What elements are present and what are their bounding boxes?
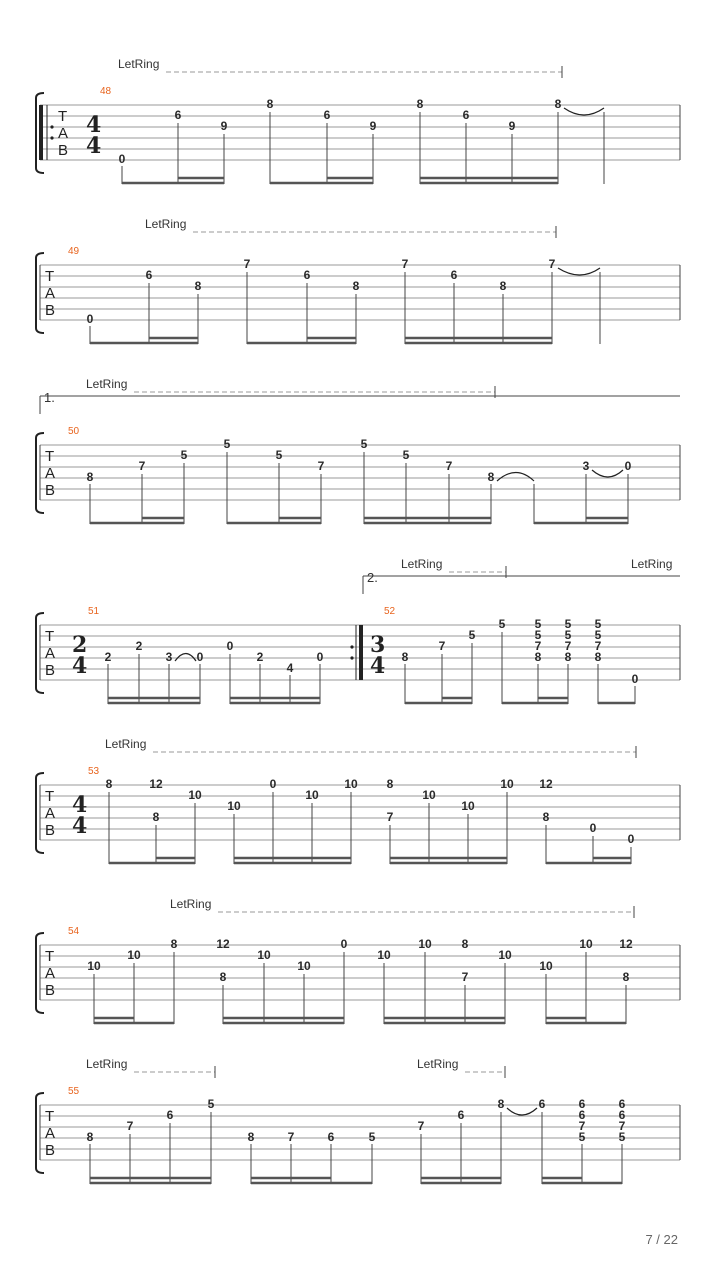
note-beams xyxy=(108,698,635,703)
fret-number: 10 xyxy=(344,777,358,791)
tab-clef-a: A xyxy=(45,805,56,822)
fret-number: 10 xyxy=(418,937,432,951)
tab-clef-t: T xyxy=(45,1108,55,1125)
tab-clef-b: B xyxy=(45,822,56,839)
volta-label-2: 2. xyxy=(367,570,378,585)
fret-number: 8 xyxy=(499,279,507,293)
tab-clef-a: A xyxy=(45,645,56,662)
measure-number: 55 xyxy=(68,1086,80,1097)
time-sig-top: 2 xyxy=(72,632,88,658)
tab-clef-b: B xyxy=(58,142,69,159)
fret-number: 7 xyxy=(243,257,251,271)
fret-number: 5 xyxy=(468,628,476,642)
tab-clef-a: A xyxy=(45,285,56,302)
chord xyxy=(579,1097,586,1144)
fret-number: 6 xyxy=(166,1108,174,1122)
chord xyxy=(619,1097,626,1144)
fret-number: 8 xyxy=(461,937,469,951)
tab-clef-t: T xyxy=(45,788,55,805)
measure-number: 51 xyxy=(88,606,100,617)
note-stems xyxy=(109,792,631,864)
fret-number: 12 xyxy=(216,937,230,951)
chord xyxy=(565,617,572,664)
fret-number: 8 xyxy=(534,650,542,664)
note-beams xyxy=(90,338,552,343)
let-ring-label: LetRing xyxy=(145,217,187,231)
tab-clef-t: T xyxy=(45,268,55,285)
fret-number: 10 xyxy=(579,937,593,951)
fret-number: 8 xyxy=(86,1130,94,1144)
fret-number: 0 xyxy=(589,821,597,835)
fret-number: 0 xyxy=(196,650,204,664)
repeat-dot xyxy=(350,645,353,648)
fret-number: 5 xyxy=(275,448,283,462)
tie-arc xyxy=(497,473,534,482)
fret-number: 0 xyxy=(269,777,277,791)
tab-clef-b: B xyxy=(45,1142,56,1159)
let-ring-label: LetRing xyxy=(86,1057,128,1071)
fret-number: 8 xyxy=(266,97,274,111)
note-stems xyxy=(122,112,604,184)
fret-number: 8 xyxy=(105,777,113,791)
fret-number: 7 xyxy=(126,1119,134,1133)
fret-number: 6 xyxy=(578,1097,586,1111)
measure-number: 53 xyxy=(88,766,100,777)
tab-clef-t: T xyxy=(45,948,55,965)
fret-number: 8 xyxy=(386,777,394,791)
fret-number: 5 xyxy=(534,628,542,642)
fret-number: 6 xyxy=(327,1130,335,1144)
repeat-dot xyxy=(50,125,53,128)
fret-number: 7 xyxy=(534,639,542,653)
tab-clef-t: T xyxy=(45,628,55,645)
fret-number: 7 xyxy=(578,1119,586,1133)
fret-number: 8 xyxy=(564,650,572,664)
fret-number: 12 xyxy=(619,937,633,951)
let-ring-label: LetRing xyxy=(417,1057,459,1071)
note-stems xyxy=(90,452,628,524)
tie-arc xyxy=(592,470,623,477)
fret-number: 0 xyxy=(226,639,234,653)
note-beams xyxy=(90,518,628,523)
tab-clef-a: A xyxy=(58,125,69,142)
fret-number: 0 xyxy=(340,937,348,951)
fret-number: 3 xyxy=(165,650,173,664)
let-ring-label: LetRing xyxy=(401,557,443,571)
fret-number: 5 xyxy=(534,617,542,631)
system-7 xyxy=(36,1057,680,1184)
fret-number: 7 xyxy=(461,970,469,984)
tie-arc xyxy=(175,654,196,662)
fret-number: 7 xyxy=(618,1119,626,1133)
system-2 xyxy=(36,217,680,344)
volta-label-1: 1. xyxy=(44,390,55,405)
measure-number: 49 xyxy=(68,246,80,257)
fret-number: 10 xyxy=(305,788,319,802)
fret-number: 7 xyxy=(594,639,602,653)
note-beams xyxy=(109,858,631,863)
fret-number: 8 xyxy=(416,97,424,111)
fret-number: 0 xyxy=(627,832,635,846)
tab-clef-b: B xyxy=(45,662,56,679)
fret-number: 6 xyxy=(145,268,153,282)
fret-number: 2 xyxy=(135,639,143,653)
time-sig-bottom: 4 xyxy=(370,653,386,679)
let-ring-label: LetRing xyxy=(170,897,212,911)
fret-number: 5 xyxy=(402,448,410,462)
staff-lines xyxy=(40,105,680,160)
fret-number: 6 xyxy=(462,108,470,122)
fret-number: 2 xyxy=(104,650,112,664)
fret-number: 6 xyxy=(174,108,182,122)
fret-number: 10 xyxy=(377,948,391,962)
note-beams xyxy=(122,178,558,183)
fret-number: 10 xyxy=(461,799,475,813)
fret-number: 8 xyxy=(554,97,562,111)
time-sig-bottom: 4 xyxy=(72,813,88,839)
system-4 xyxy=(36,557,680,704)
tab-clef-a: A xyxy=(45,1125,56,1142)
fret-number: 7 xyxy=(548,257,556,271)
fret-number: 5 xyxy=(578,1130,586,1144)
fret-number: 8 xyxy=(86,470,94,484)
fret-number: 6 xyxy=(618,1097,626,1111)
repeat-dot xyxy=(50,136,53,139)
note-stems xyxy=(90,272,600,344)
fret-number: 7 xyxy=(138,459,146,473)
fret-number: 5 xyxy=(180,448,188,462)
tab-clef-t: T xyxy=(45,448,55,465)
fret-number: 10 xyxy=(297,959,311,973)
fret-number: 8 xyxy=(487,470,495,484)
fret-number: 10 xyxy=(257,948,271,962)
tab-clef-a: A xyxy=(45,465,56,482)
fret-number: 5 xyxy=(368,1130,376,1144)
measure-number: 48 xyxy=(100,86,112,97)
fret-number: 10 xyxy=(227,799,241,813)
system-1 xyxy=(36,57,680,184)
fret-number: 6 xyxy=(578,1108,586,1122)
fret-number: 10 xyxy=(539,959,553,973)
fret-number: 5 xyxy=(564,628,572,642)
page-number: 7 / 22 xyxy=(645,1232,678,1247)
fret-number: 8 xyxy=(401,650,409,664)
fret-number: 6 xyxy=(303,268,311,282)
measure-number: 54 xyxy=(68,926,80,937)
fret-number: 8 xyxy=(622,970,630,984)
fret-number: 5 xyxy=(207,1097,215,1111)
note-stems xyxy=(90,1112,622,1184)
fret-number: 6 xyxy=(450,268,458,282)
fret-number: 9 xyxy=(508,119,516,133)
fret-number: 5 xyxy=(594,617,602,631)
fret-number: 10 xyxy=(500,777,514,791)
fret-number: 8 xyxy=(247,1130,255,1144)
fret-number: 6 xyxy=(457,1108,465,1122)
fret-number: 5 xyxy=(564,617,572,631)
time-sig-bottom: 4 xyxy=(86,133,102,159)
fret-number: 7 xyxy=(287,1130,295,1144)
fret-number: 5 xyxy=(223,437,231,451)
fret-number: 0 xyxy=(631,672,639,686)
tie-arc xyxy=(564,108,604,115)
measure-number: 50 xyxy=(68,426,80,437)
staff-lines xyxy=(40,785,680,840)
fret-number: 5 xyxy=(618,1130,626,1144)
fret-number: 10 xyxy=(422,788,436,802)
let-ring-label: LetRing xyxy=(86,377,128,391)
fret-number: 9 xyxy=(369,119,377,133)
fret-number: 9 xyxy=(220,119,228,133)
fret-number: 4 xyxy=(286,661,294,675)
let-ring-label: LetRing xyxy=(105,737,147,751)
time-sig-top: 4 xyxy=(86,112,102,138)
fret-number: 2 xyxy=(256,650,264,664)
tab-clef-b: B xyxy=(45,482,56,499)
fret-number: 12 xyxy=(539,777,553,791)
tab-clef-a: A xyxy=(45,965,56,982)
fret-number: 0 xyxy=(316,650,324,664)
chord xyxy=(595,617,602,664)
fret-number: 5 xyxy=(594,628,602,642)
fret-number: 8 xyxy=(352,279,360,293)
fret-number: 8 xyxy=(219,970,227,984)
fret-number: 10 xyxy=(188,788,202,802)
time-sig-top: 4 xyxy=(72,792,88,818)
fret-number: 10 xyxy=(498,948,512,962)
fret-number: 6 xyxy=(323,108,331,122)
let-ring-label: LetRing xyxy=(631,557,673,571)
fret-number: 7 xyxy=(417,1119,425,1133)
system-3 xyxy=(36,377,680,524)
tab-clef-b: B xyxy=(45,302,56,319)
fret-number: 0 xyxy=(86,312,94,326)
fret-number: 8 xyxy=(194,279,202,293)
fret-number: 7 xyxy=(317,459,325,473)
fret-number: 0 xyxy=(118,152,126,166)
fret-number: 3 xyxy=(582,459,590,473)
fret-number: 0 xyxy=(624,459,632,473)
fret-number: 7 xyxy=(386,810,394,824)
fret-number: 6 xyxy=(618,1108,626,1122)
tie-arc xyxy=(558,268,600,275)
time-sig-bottom: 4 xyxy=(72,653,88,679)
fret-number: 8 xyxy=(152,810,160,824)
fret-number: 8 xyxy=(497,1097,505,1111)
chord xyxy=(535,617,542,664)
repeat-dot xyxy=(350,656,353,659)
fret-number: 5 xyxy=(498,617,506,631)
system-6 xyxy=(36,897,680,1024)
let-ring-label: LetRing xyxy=(118,57,160,71)
fret-number: 12 xyxy=(149,777,163,791)
staff-lines xyxy=(40,265,680,320)
fret-number: 8 xyxy=(170,937,178,951)
fret-number: 7 xyxy=(564,639,572,653)
fret-number: 10 xyxy=(127,948,141,962)
fret-number: 7 xyxy=(401,257,409,271)
tab-clef-t: T xyxy=(58,108,68,125)
fret-number: 5 xyxy=(360,437,368,451)
tab-clef-b: B xyxy=(45,982,56,999)
fret-number: 8 xyxy=(542,810,550,824)
time-sig-top: 3 xyxy=(370,632,386,658)
measure-number: 52 xyxy=(384,606,396,617)
fret-number: 7 xyxy=(445,459,453,473)
fret-number: 6 xyxy=(538,1097,546,1111)
fret-number: 10 xyxy=(87,959,101,973)
fret-number: 8 xyxy=(594,650,602,664)
system-5 xyxy=(36,737,680,864)
fret-number: 7 xyxy=(438,639,446,653)
tie-arc xyxy=(507,1108,537,1115)
